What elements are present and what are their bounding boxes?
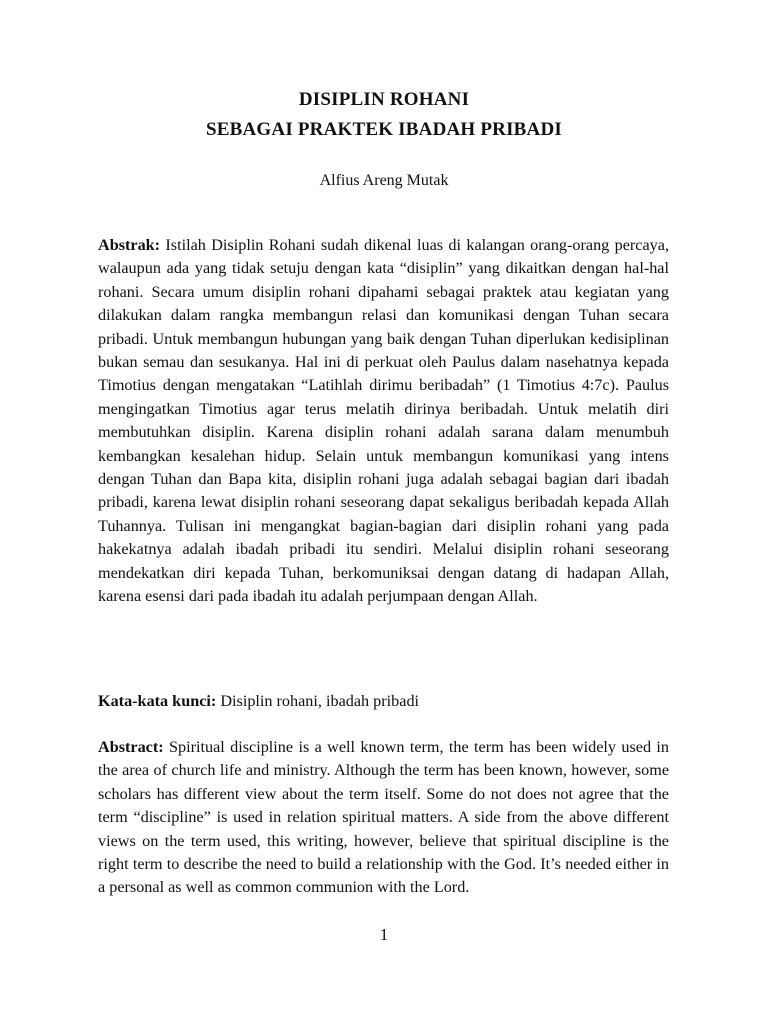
abstrak-paragraph: [98, 234, 669, 609]
abstract-paragraph: [98, 736, 669, 900]
page-number: 1: [379, 925, 389, 944]
paper-title-line-2: SEBAGAI PRAKTEK IBADAH PRIBADI: [206, 119, 562, 140]
keywords-text: Disiplin rohani, ibadah pribadi: [220, 692, 420, 710]
abstrak-text: Istilah Disiplin Rohani sudah dikenal luas di kalangan orang-orang percaya, walaupun ada yang tidak setuju dengan kata “disiplin” yang dikaitkan dengan hal-hal rohani. Secara umum disiplin rohani dipahami sebagai praktek atau kegiatan yang dilakukan dalam rangka membangun relasi dan komunikasi dengan Tuhan secara pribadi. Untuk membangun hubungan yang baik dengan Tuhan diperlukan kedisiplinan bukan semau dan sesukanya. Hal ini di perkuat oleh Paulus dalam nasehatnya kepada Timotius dengan mengatakan “Latihlah dirimu beribadah” (1 Timotius 4:7c). Paulus mengingatkan Timotius agar terus melatih dirinya beribadah. Untuk melatih diri membutuhkan disiplin. Karena disiplin rohani adalah sarana dalam menumbuh kembangkan kesalehan hidup. Selain untuk membangun komunikasi yang intens dengan Tuhan dan Bapa kita, disiplin rohani juga adalah sebagai bagian dari ibadah pribadi, karena lewat disiplin rohani seseorang dapat sekaligus beribadah kepada Allah Tuhannya. Tulisan ini mengangkat bagian-bagian dari disiplin rohani yang pada hakekatnya adalah ibadah pribadi itu sendiri. Melalui disiplin rohani seseorang mendekatkan diri kepada Tuhan, berkomuniksai dengan datang di hadapan Allah, karena esensi dari pada ibadah itu adalah perjumpaan dengan Allah.: [98, 236, 669, 606]
keywords-label: Kata-kata kunci:: [98, 692, 217, 710]
keywords-paragraph: [98, 690, 669, 713]
author-name: Alfius Areng Mutak: [319, 172, 449, 189]
abstract-text: Spiritual discipline is a well known term, the term has been widely used in the area of church life and ministry. Although the term has been known, however, some scholars has different view about the term itself. Some do not does not agree that the term “discipline” is used in relation spiritual matters. A side from the above different views on the term used, this writing, however, believe that spiritual discipline is the right term to describe the need to build a relationship with the God. It’s needed either in a personal as well as common communion with the Lord.: [98, 738, 670, 897]
paper-title-line-1: DISIPLIN ROHANI: [298, 89, 470, 110]
abstrak-label: Abstrak:: [98, 236, 161, 254]
abstract-label: Abstract:: [98, 738, 164, 756]
